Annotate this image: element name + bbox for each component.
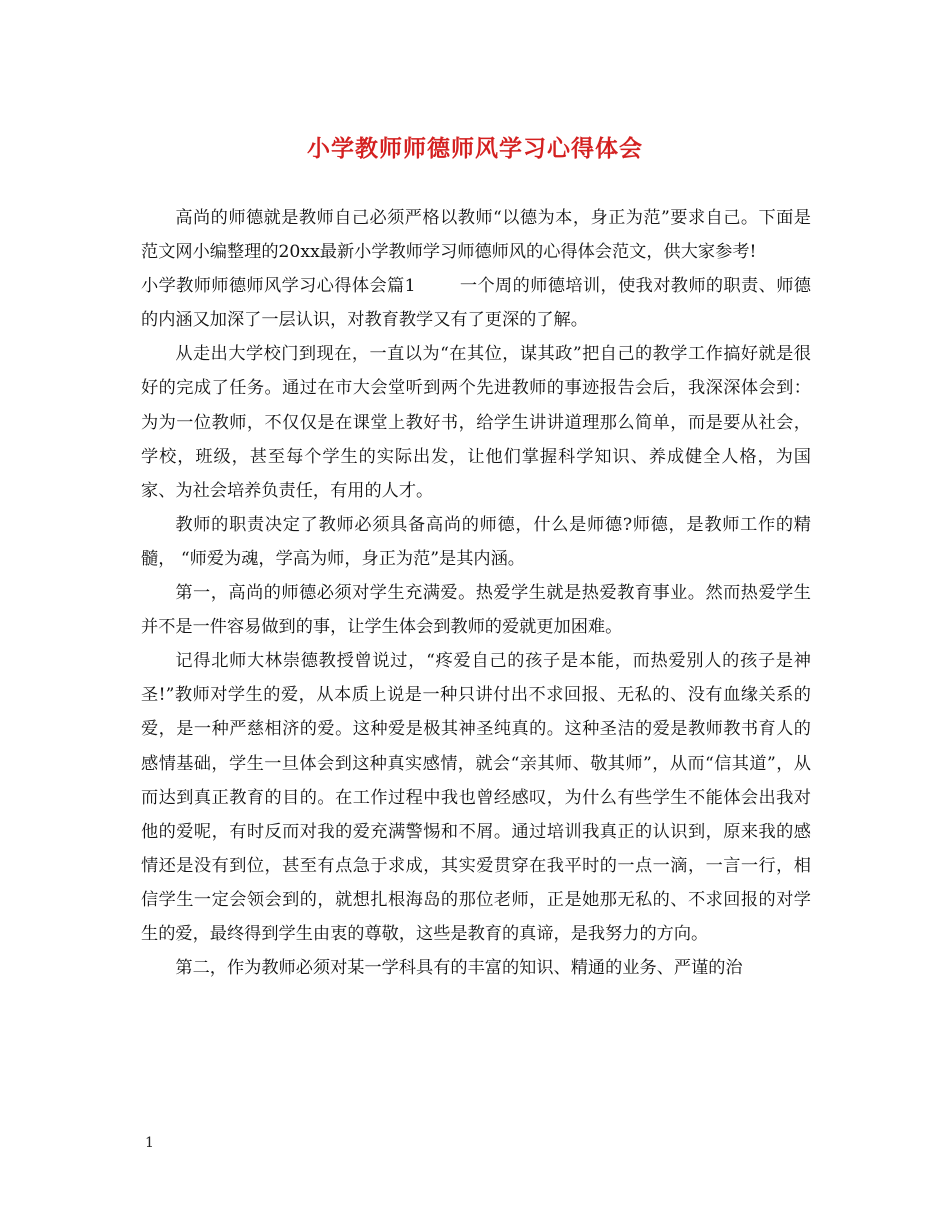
- body-paragraph: 教师的职责决定了教师必须具备高尚的师德，什么是师德?师德，是教师工作的精髓， “师爱为魂，学高为师，身正为范”是其内涵。: [141, 514, 811, 569]
- body-paragraph: 从走出大学校门到现在，一直以为“在其位，谋其政”把自己的教学工作搞好就是很好的完成了任务。通过在市大会堂听到两个先进教师的事迹报告会后，我深深体会到：为为一位教师，不仅仅是在课堂上教好书，给学生讲讲道理那么简单，而是要从社会，学校，班级，甚至每个学生的实际出发，让他们掌握科学知识、养成健全人格，为国家、为社会培养负责任，有用的人才。: [141, 344, 811, 501]
- document-title: 小学教师师德师风学习心得体会: [307, 135, 643, 162]
- section-heading: 小学教师师德师风学习心得体会篇1: [141, 276, 416, 297]
- body-paragraph: 第二，作为教师必须对某一学科具有的丰富的知识、精通的业务、严谨的治: [175, 958, 743, 979]
- section-first-text: 一个周的师德培训，使我对教师的职责、师德的内涵又加深了一层认识，对教育教学又有了更深的了解。: [141, 276, 811, 331]
- page-number: 1: [145, 1135, 154, 1151]
- body-paragraph: 第一，高尚的师德必须对学生充满爱。热爱学生就是热爱教育事业。然而热爱学生并不是一件容易做到的事，让学生体会到教师的爱就更加困难。: [141, 583, 811, 638]
- section-paragraph: [141, 269, 811, 337]
- intro-paragraph: 高尚的师德就是教师自己必须严格以教师“以德为本，身正为范”要求自己。下面是范文网小编整理的20xx最新小学教师学习师德师风的心得体会范文，供大家参考!: [141, 208, 811, 263]
- body-paragraph: 记得北师大林崇德教授曾说过，“疼爱自己的孩子是本能，而热爱别人的孩子是神圣!”教师对学生的爱，从本质上说是一种只讲付出不求回报、无私的、没有血缘关系的爱，是一种严慈相济的爱。这种爱是极其神圣纯真的。这种圣洁的爱是教师教书育人的感情基础，学生一旦体会到这种真实感情，就会“亲其师、敬其师”，从而“信其道”，从而达到真正教育的目的。在工作过程中我也曾经感叹，为什么有些学生不能体会出我对他的爱呢，有时反而对我的爱充满警惕和不屑。通过培训我真正的认识到，原来我的感情还是没有到位，甚至有点急于求成，其实爱贯穿在我平时的一点一滴，一言一行，相信学生一定会领会到的，就想扎根海岛的那位老师，正是她那无私的、不求回报的对学生的爱，最终得到学生由衷的尊敬，这些是教育的真谛，是我努力的方向。: [141, 651, 811, 944]
- document-body: [141, 201, 811, 985]
